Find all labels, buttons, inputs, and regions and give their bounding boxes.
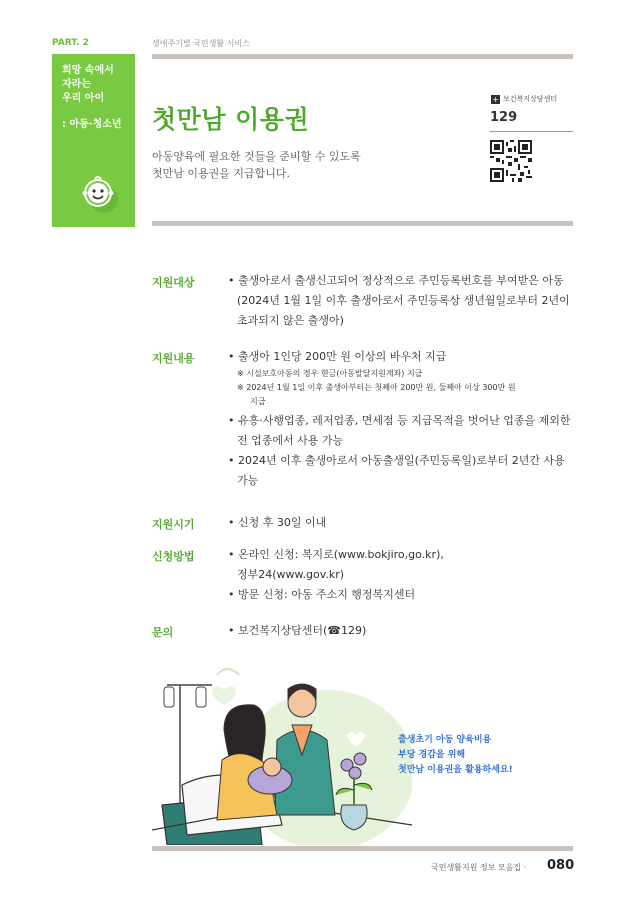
chapter-line-2: 자라는	[62, 79, 91, 90]
chapter-line-4: : 아동·청소년	[62, 119, 122, 130]
plus-icon: +	[492, 94, 499, 104]
subtitle-line-2: 첫만남 이용권을 지급합니다.	[152, 167, 291, 180]
page-subtitle	[152, 148, 361, 182]
section-body-content	[228, 347, 578, 491]
page-number: 080	[547, 858, 575, 873]
section-body-period	[228, 513, 578, 533]
apply-line-2: 정부24(www.gov.kr)	[237, 568, 345, 581]
target-line-2: (2024년 1월 1일 이후 출생아로서 주민등록상 생년월일로부터 2년이	[237, 294, 570, 307]
section-label-apply: 신청방법	[152, 550, 195, 563]
contact-label: + 보건복지상담센터	[492, 94, 558, 104]
apply-line-1: • 온라인 신청: 복지로(www.bokjiro,go.kr),	[228, 548, 444, 561]
series-label: 생애주기별 국민생활 서비스	[152, 39, 250, 48]
section-label-period: 지원시기	[152, 518, 195, 531]
middle-divider	[152, 221, 573, 226]
illustration-caption	[398, 733, 513, 778]
caption-line-1: 출생초기 아동 양육비용	[398, 735, 492, 745]
section-label-target: 지원대상	[152, 276, 195, 289]
part-label: PART. 2	[52, 38, 89, 48]
content-item-2a: • 유흥·사행업종, 레저업종, 면세점 등 지급목적을 벗어난 업종을 제외한	[228, 414, 571, 427]
inquiry-line: • 보건복지상담센터(☎129)	[228, 624, 367, 637]
content-item-3a: • 2024년 이후 출생아로서 아동출생일(주민등록일)로부터 2년간 사용	[228, 454, 565, 467]
top-divider	[152, 54, 573, 59]
content-note-2a: ※ 2024년 1월 1일 이후 출생아부터는 첫째아 200만 원, 둘째아 이상 300만 원	[237, 383, 516, 392]
family-illustration	[152, 655, 412, 845]
content-item-2b: 전 업종에서 사용 가능	[237, 434, 344, 447]
caption-line-2: 부당 경감을 위해	[398, 750, 466, 760]
section-label-content: 지원내용	[152, 352, 195, 365]
section-label-inquiry: 문의	[152, 626, 174, 639]
content-note-2b: 지급	[250, 397, 266, 406]
section-body-apply	[228, 545, 578, 605]
qr-code[interactable]	[490, 140, 532, 182]
apply-line-3: • 방문 신청: 아동 주소지 행정복지센터	[228, 588, 416, 601]
baby-face-icon	[77, 172, 123, 218]
section-body-target	[228, 271, 578, 331]
target-line-3: 초과되지 않은 출생아)	[237, 314, 344, 327]
caption-line-3: 첫만남 이용권을 활용하세요!	[398, 765, 513, 775]
bottom-divider	[152, 846, 573, 851]
subtitle-line-1: 아동양육에 필요한 것들을 준비할 수 있도록	[152, 150, 361, 163]
section-body-inquiry	[228, 621, 578, 641]
contact-number: 129	[490, 110, 518, 125]
content-item-3b: 가능	[237, 474, 259, 487]
content-item-1: • 출생아 1인당 200만 원 이상의 바우처 지급	[228, 350, 447, 363]
chapter-sidebar	[52, 54, 135, 227]
content-note-1: ※ 시설보호아동의 경우 현금(아동발달지원계좌) 지급	[237, 369, 423, 378]
footer-text: 국민생활지원 정보 모음집 ·	[431, 863, 527, 872]
contact-divider	[490, 131, 573, 132]
chapter-line-3: 우리 아이	[62, 93, 105, 104]
chapter-line-1: 희망 속에서	[62, 65, 114, 76]
target-line-1: • 출생아로서 출생신고되어 정상적으로 주민등록번호를 부여받은 아동	[228, 274, 564, 287]
period-line: • 신청 후 30일 이내	[228, 516, 327, 529]
page-title: 첫만남 이용권	[152, 105, 310, 134]
